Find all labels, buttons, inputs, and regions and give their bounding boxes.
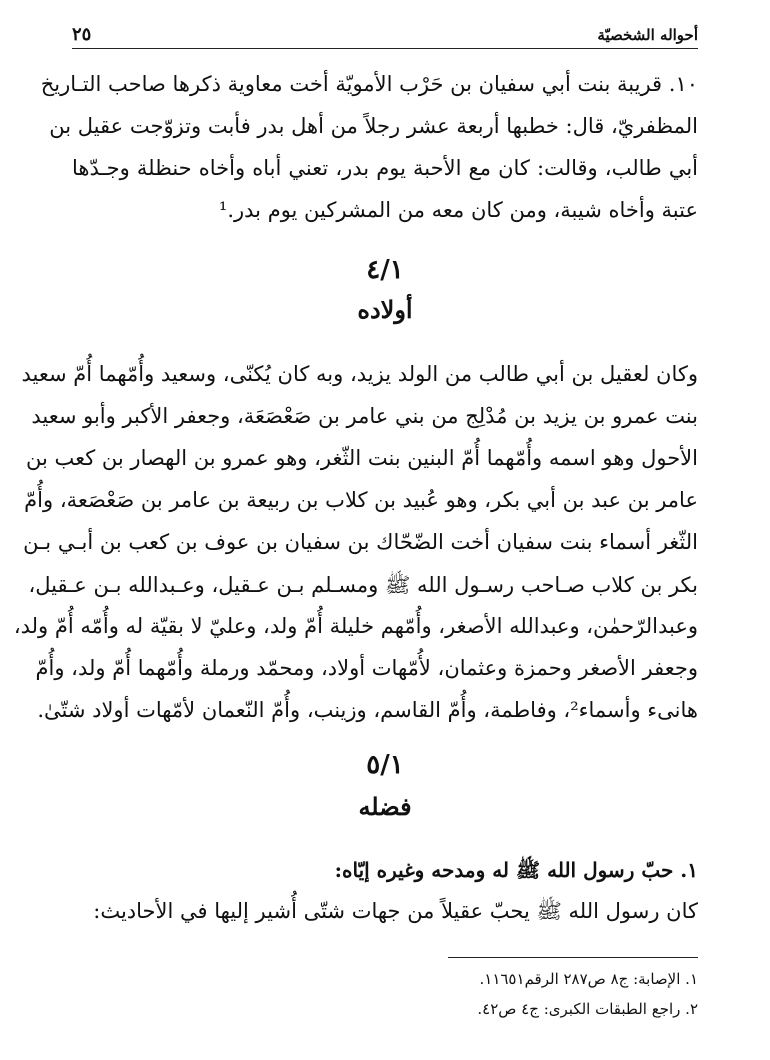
entry-10-line: ١٠. قريبة بنت أبي سفيان بن حَرْب الأمويّة أخت معاوية ذكرها صاحب التـاريخ [40,72,698,96]
page-number: ٢٥ [72,24,92,45]
footnote-divider [448,957,698,958]
page-header [72,18,698,49]
body-line: بكر بن كلاب صـاحب رسـول الله ﷺ ومسـلم بـن عـقيل، وعـبدالله بـن عـقيل، [28,573,698,597]
body-line: الثّغر أسماء بنت سفيان أخت الضّحّاك بن سفيان بن عوف بن كعب بن أبـي بـن [23,530,698,554]
section-title: أولاده [357,295,413,324]
body-line: هانىء وأسماء²، وفاطمة، وأُمّ القاسم، وزينب، وأُمّ النّعمان لأمّهات أولاد شتّىٰ. [37,698,698,722]
section-number: ٤/١ [366,255,404,285]
footnote: ١. الإصابة: ج٨ ص٢٨٧ الرقم١١٦٥١. [479,970,698,988]
body-line: بنت عمرو بن يزيد بن مُدْلِج من بني عامر بن صَعْصَعَة، وجعفر الأكبر وأبو سعيد [31,404,698,428]
entry-10-line: المظفريّ، قال: خطبها أربعة عشر رجلاً من أهل بدر فأبت وتزوّجت عقيل بن [49,114,698,138]
subheading: ١. حبّ رسول الله ﷺ له ومدحه وغيره إيّاه: [334,858,698,882]
footnote: ٢. راجع الطبقات الكبرى: ج٤ ص٤٢. [477,1000,698,1018]
section-title: فضله [358,792,412,821]
body-line: كان رسول الله ﷺ يحبّ عقيلاً من جهات شتّى أُشير إليها في الأحاديث: [93,899,698,923]
entry-10-line: عتبة وأخاه شيبة، ومن كان معه من المشركين يوم بدر.¹ [218,198,698,222]
body-line: الأحول وهو اسمه وأُمّهما أُمّ البنين بنت الثّغر، وهو عمرو بن الهصار بن كعب بن [26,446,698,470]
body-line: عامر بن عبد بن أبي بكر، وهو عُبيد بن كلاب بن ربيعة بن عامر بن صَعْصَعة، وأُمّ [24,488,698,512]
running-head: أحواله الشخصيّة [597,26,698,44]
body-line: وجعفر الأصغر وحمزة وعثمان، لأُمّهات أولاد، ومحمّد ورملة وأُمّهما أُمّ ولد، وأُمّ [35,656,698,680]
body-line: وعبدالرّحمٰن، وعبدالله الأصغر، وأُمّهم خليلة أُمّ ولد، وعليّ لا بقيّة له وأُمّه أُمّ ولد، [13,614,698,638]
body-line: وكان لعقيل بن أبي طالب من الولد يزيد، وبه كان يُكنّى، وسعيد وأُمّهما أُمّ سعيد [21,362,698,386]
section-number: ٥/١ [366,750,404,780]
entry-10-line: أبي طالب، وقالت: كان مع الأحبة يوم بدر، تعني أباه وأخاه حنظلة وجـدّها [72,156,698,180]
